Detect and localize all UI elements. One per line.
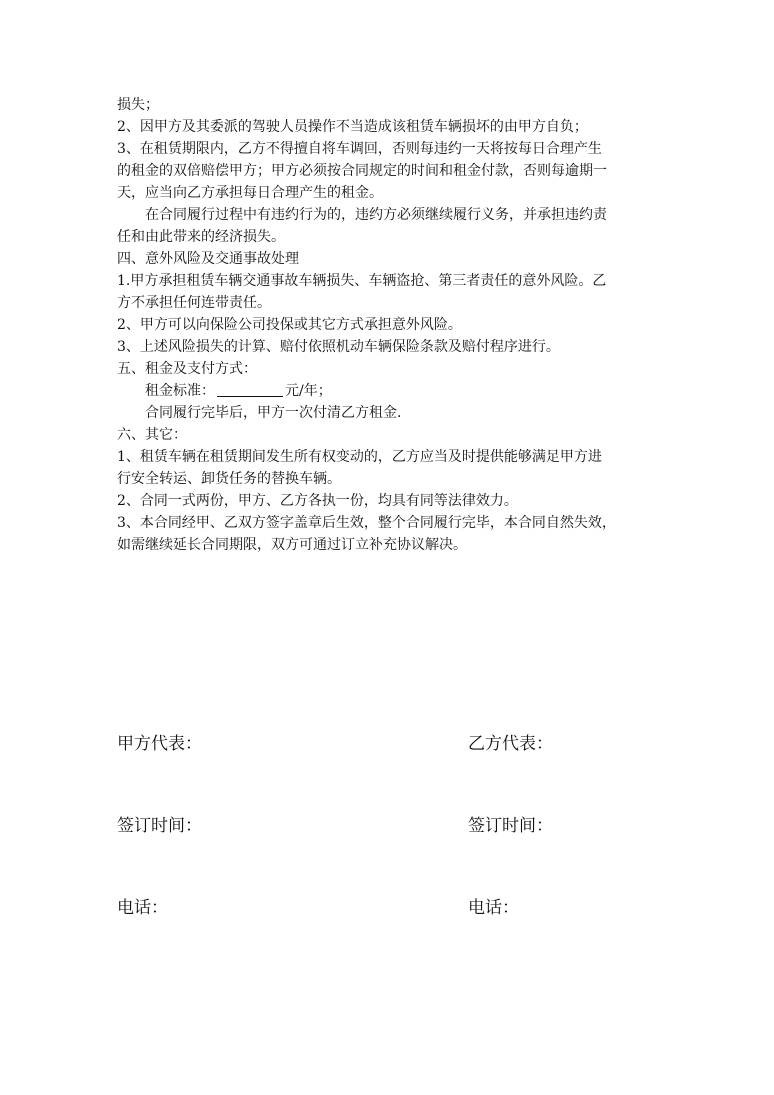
party-a-phone-label: 电话： (117, 898, 168, 918)
text-line: 的租金的双倍赔偿甲方；甲方必须按合同规定的时间和租金付款，否则每逾期一 (117, 163, 607, 179)
section-heading: 五、租金及支付方式： (117, 361, 257, 377)
text-line: 如需继续延长合同期限，双方可通过订立补充协议解决。 (117, 537, 467, 553)
text-line: 损失； (117, 97, 159, 113)
text-line: 3、在租赁期限内，乙方不得擅自将车调回，否则每违约一天将按每日合理产生 (117, 141, 602, 157)
text-line: 2、合同一式两份，甲方、乙方各执一份，均具有同等法律效力。 (117, 493, 518, 509)
text-line: 天，应当向乙方承担每日合理产生的租金。 (117, 185, 383, 201)
rent-standard-line (117, 380, 657, 402)
text-line: 2、甲方可以向保险公司投保或其它方式承担意外风险。 (117, 317, 462, 333)
section-heading: 四、意外风险及交通事故处理 (117, 251, 299, 267)
text-line: 1.甲方承担租赁车辆交通事故车辆损失、车辆盗抢、第三者责任的意外风险。乙 (117, 273, 607, 289)
contract-body (117, 94, 657, 556)
text-line: 3、本合同经甲、乙双方签字盖章后生效，整个合同履行完毕，本合同自然失效， (117, 515, 616, 531)
party-b-signing-date-label: 签订时间： (468, 816, 553, 836)
text-line: 任和由此带来的经济损失。 (117, 229, 285, 245)
party-b-representative-label: 乙方代表： (468, 734, 553, 754)
rent-amount-blank (217, 382, 283, 397)
rent-standard-label: 租金标准： (145, 383, 215, 399)
party-b-phone-label: 电话： (468, 898, 519, 918)
section-heading: 六、其它： (117, 427, 187, 443)
text-line: 行安全转运、卸货任务的替换车辆。 (117, 471, 341, 487)
text-line: 方不承担任何连带责任。 (117, 295, 271, 311)
rent-unit: 元/年； (285, 383, 332, 399)
party-a-signing-date-label: 签订时间： (117, 816, 202, 836)
party-a-representative-label: 甲方代表： (117, 734, 202, 754)
text-line: 1、租赁车辆在租赁期间发生所有权变动的，乙方应当及时提供能够满足甲方进 (117, 449, 602, 465)
text-line: 合同履行完毕后，甲方一次付清乙方租金. (145, 405, 402, 421)
text-line: 2、因甲方及其委派的驾驶人员操作不当造成该租赁车辆损坏的由甲方自负； (117, 119, 588, 135)
text-line: 3、上述风险损失的计算、赔付依照机动车辆保险条款及赔付程序进行。 (117, 339, 560, 355)
text-line: 在合同履行过程中有违约行为的，违约方必须继续履行义务，并承担违约责 (145, 207, 607, 223)
